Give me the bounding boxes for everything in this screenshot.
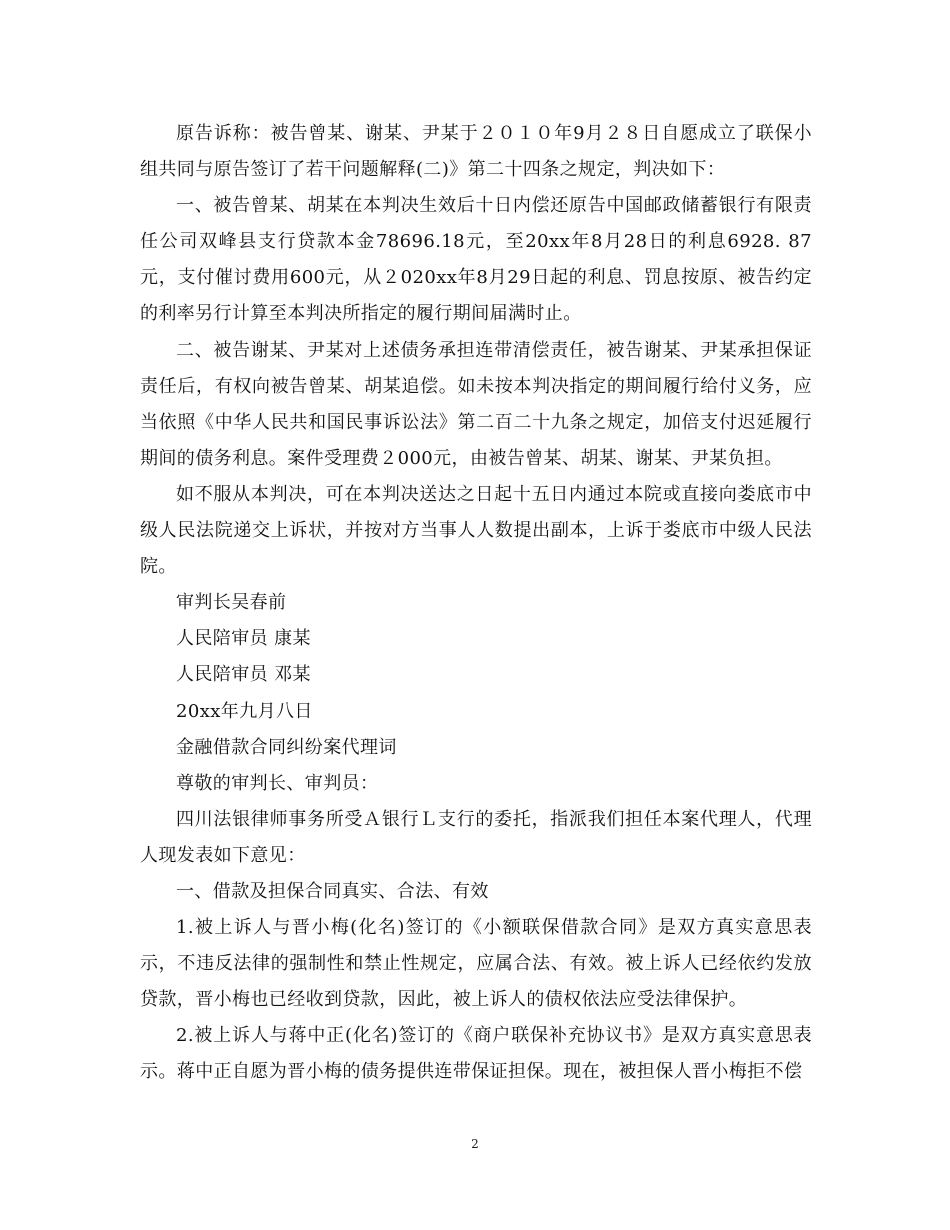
signature-presiding-judge: 审判长吴春前 <box>176 592 287 614</box>
judgment-date: 20xx年九月八日 <box>176 700 313 722</box>
document-body <box>140 116 812 1091</box>
signature-juror-kang: 人民陪审员 康某 <box>176 628 311 650</box>
paragraph-complaint-summary: 原告诉称：被告曾某、谢某、尹某于２０１０年9月２８日自愿成立了联保小组共同与原告签订了若干问题解释(二)》第二十四条之规定，判决如下： <box>140 123 812 181</box>
signature-juror-deng: 人民陪审员 邓某 <box>176 664 311 686</box>
heading-contract-validity: 一、借款及担保合同真实、合法、有效 <box>176 880 489 902</box>
salutation: 尊敬的审判长、审判员： <box>176 772 379 794</box>
paragraph-judgment-item-2: 二、被告谢某、尹某对上述债务承担连带清偿责任，被告谢某、尹某承担保证责任后，有权向被告曾某、胡某追偿。如未按本判决指定的期间履行给付义务，应当依照《中华人民共和国民事诉讼法》第二百二十九条之规定，加倍支付迟延履行期间的债务利息。案件受理费２000元，由被告曾某、胡某、谢某、尹某负担。 <box>140 339 812 469</box>
page-number: 2 <box>471 1137 479 1151</box>
paragraph-judgment-item-1: 一、被告曾某、胡某在本判决生效后十日内偿还原告中国邮政储蓄银行有限责任公司双峰县支行贷款本金78696.18元，至20xx年8月28日的利息6928. 87元，支付催讨费用600元，从２020xx年8月29日起的利息、罚息按原、被告约定的利率另行计算至本判决所指定的履行期间届满时止。 <box>140 195 812 325</box>
paragraph-appeal-notice: 如不服从本判决，可在本判决送达之日起十五日内通过本院或直接向娄底市中级人民法院递交上诉状，并按对方当事人人数提出副本，上诉于娄底市中级人民法院。 <box>140 483 812 578</box>
section-title-agent-statement: 金融借款合同纠纷案代理词 <box>176 736 397 758</box>
paragraph-point-2: 2.被上诉人与蒋中正(化名)签订的《商户联保补充协议书》是双方真实意思表示。蒋中正自愿为晋小梅的债务提供连带保证担保。现在，被担保人晋小梅拒不偿 <box>140 1025 812 1083</box>
paragraph-point-1: 1.被上诉人与晋小梅(化名)签订的《小额联保借款合同》是双方真实意思表示，不违反法律的强制性和禁止性规定，应属合法、有效。被上诉人已经依约发放贷款，晋小梅也已经收到贷款，因此，被上诉人的债权依法应受法律保护。 <box>140 917 812 1011</box>
paragraph-agent-intro: 四川法银律师事务所受Ａ银行Ｌ支行的委托，指派我们担任本案代理人，代理人现发表如下意见： <box>140 808 812 866</box>
